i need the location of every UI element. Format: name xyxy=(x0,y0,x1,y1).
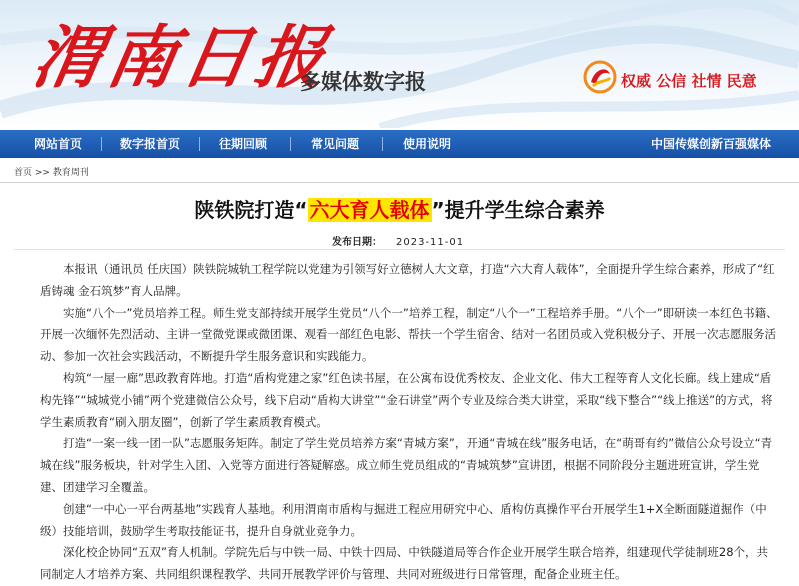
nav-faq[interactable]: 常见问题 xyxy=(311,137,360,151)
publish-date: 2023-11-01 xyxy=(396,237,465,248)
breadcrumb-section[interactable]: 教育周刊 xyxy=(52,168,89,178)
publish-date-row xyxy=(332,233,464,248)
article-paragraph: 创建“一中心一平台两基地”实践育人基地。利用渭南市盾构与掘进工程应用研究中心、盾构仿真操作平台开展学生1+X全断面隧道掘作（中级）技能培训，鼓励学生考取技能证书，提升自身就业竞争力。 xyxy=(40,501,767,538)
main-nav xyxy=(0,130,799,158)
nav-tagline: 中国传媒创新百强媒体 xyxy=(650,137,771,151)
title-divider xyxy=(14,249,785,250)
article-paragraph: 构筑“一屋一廊”思政教育阵地。打造“盾构党建之家”红色读书屋，在公寓布设优秀校友、企业文化、伟大工程等育人文化长廊。线上建成“盾构先锋”“城城党小铺”两个党建微信公众号，线下启动“盾构大讲堂”“金石讲堂”两个专业及综合类大讲堂，采取“线下整合”“线上推送”的方式，将学生素质教育“刷入朋友圈”，创新了学生素质教育模式。 xyxy=(40,370,773,429)
article-body xyxy=(40,259,778,586)
nav-divider xyxy=(101,137,102,151)
title-suffix: ”提升学生综合素养 xyxy=(431,198,605,222)
nav-divider xyxy=(199,137,200,151)
article-paragraph: 实施“八个一”党员培养工程。师生党支部持续开展学生党员“八个一”培养工程，制定“八个一”工程培养手册。“八个一”即研读一本红色书籍、开展一次缅怀先烈活动、主讲一堂微党课或微团课、观看一部红色电影、帮扶一个学生宿舍、结对一名团员或入党积极分子、开展一次志愿服务活动、参加一次社会实践活动，不断提升学生服务意识和实践能力。 xyxy=(40,305,778,364)
breadcrumb-separator: >> xyxy=(34,168,50,178)
article-paragraph: 深化校企协同“五双”育人机制。学院先后与中铁一局、中铁十四局、中铁隧道局等合作企业开展学生联合培养，组建现代学徒制班28个，共同制定人才培养方案、共同组织课程教学、共同开展教学评价与管理、共同对班级进行日常管理，配备企业班主任。 xyxy=(40,545,769,582)
nav-divider xyxy=(290,137,291,151)
breadcrumb xyxy=(14,165,89,178)
nav-home[interactable]: 网站首页 xyxy=(34,137,83,151)
breadcrumb-divider xyxy=(0,182,799,183)
breadcrumb-home[interactable]: 首页 xyxy=(14,168,33,178)
article-paragraph: 本报讯（通讯员 任庆国）陕铁院城轨工程学院以党建为引领写好立德树人大文章，打造“六大育人载体”，全面提升学生综合素养，形成了“红盾铸魂 金石筑梦”育人品牌。 xyxy=(40,262,775,298)
masthead-subtitle: 多媒体数字报 xyxy=(300,70,426,94)
title-prefix: 陕铁院打造“ xyxy=(194,198,308,222)
nav-divider xyxy=(382,137,383,151)
swirl-logo-icon xyxy=(583,60,617,94)
article-title xyxy=(0,194,799,223)
publish-date-label: 发布日期： xyxy=(332,237,382,248)
nav-help[interactable]: 使用说明 xyxy=(403,137,452,151)
masthead-logo[interactable]: 渭南日报 xyxy=(26,18,338,98)
masthead-slogan: 权威 公信 社情 民意 xyxy=(621,72,757,90)
article-paragraph: 打造“一案一线一团一队”志愿服务矩阵。制定了学生党员培养方案“青城方案”，开通“青城在线”服务电话，在“萌哥有约”微信公众号设立“青城在线”服务板块，针对学生入团、入党等方面进行答疑解惑。成立师生党员组成的“青城筑梦”宣讲团，根据不同阶段分主题进班宣讲，学生党建、团建学习全覆盖。 xyxy=(40,436,773,494)
nav-epaper-home[interactable]: 数字报首页 xyxy=(120,137,181,151)
masthead xyxy=(0,0,799,128)
title-highlight: 六大育人载体 xyxy=(309,198,430,222)
nav-archive[interactable]: 往期回顾 xyxy=(219,137,268,151)
